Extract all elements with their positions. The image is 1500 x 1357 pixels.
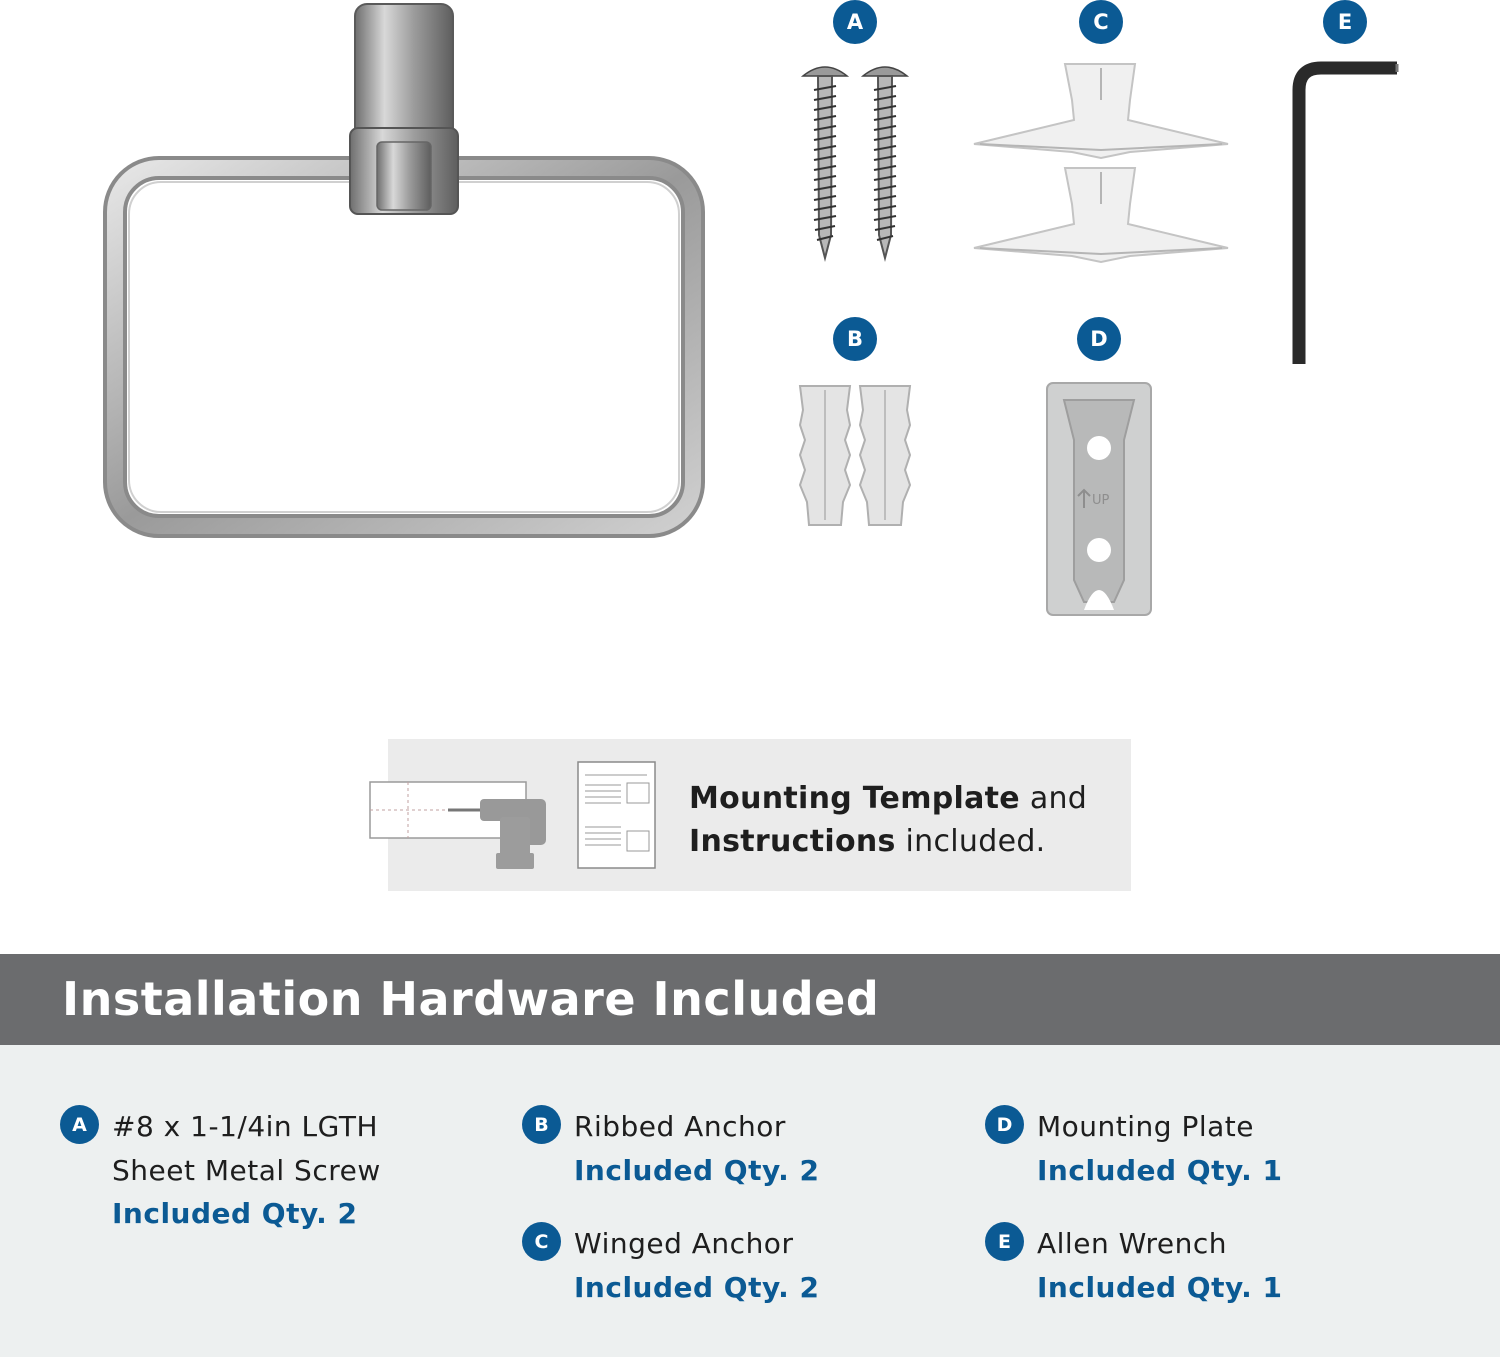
and-text: and bbox=[1029, 781, 1088, 816]
part-b-badge: B bbox=[833, 317, 877, 361]
item-a-qty: Included Qty. 2 bbox=[112, 1197, 358, 1230]
included-text: included. bbox=[905, 824, 1046, 859]
ribbed-anchor-icon bbox=[795, 380, 915, 530]
mounting-plate-icon bbox=[1044, 380, 1154, 620]
item-b-name: Ribbed Anchor bbox=[574, 1110, 786, 1143]
item-a-badge: A bbox=[60, 1105, 99, 1144]
item-c-badge: C bbox=[522, 1222, 561, 1261]
towel-ring-image bbox=[95, 0, 720, 550]
winged-anchor-icon bbox=[970, 60, 1232, 266]
item-e-name: Allen Wrench bbox=[1037, 1227, 1228, 1260]
item-d-badge: D bbox=[985, 1105, 1024, 1144]
part-d-badge: D bbox=[1077, 317, 1121, 361]
part-a-badge: A bbox=[833, 0, 877, 44]
item-d-qty: Included Qty. 1 bbox=[1037, 1153, 1283, 1187]
instructions-label: Instructions bbox=[689, 824, 896, 859]
item-a-name-line1: #8 x 1-1/4in LGTH bbox=[112, 1110, 379, 1143]
hardware-list bbox=[0, 1045, 1500, 1357]
part-e-badge: E bbox=[1323, 0, 1367, 44]
item-c-name: Winged Anchor bbox=[574, 1227, 794, 1260]
allen-wrench-icon bbox=[1285, 58, 1403, 370]
item-d-name: Mounting Plate bbox=[1037, 1110, 1254, 1143]
drill-template-icon bbox=[368, 777, 553, 877]
template-label: Mounting Template bbox=[689, 781, 1020, 816]
instructions-sheet-icon bbox=[577, 761, 657, 871]
mounting-info-panel bbox=[388, 739, 1131, 891]
part-c-badge: C bbox=[1079, 0, 1123, 44]
item-e-badge: E bbox=[985, 1222, 1024, 1261]
mounting-info-text bbox=[689, 777, 1119, 863]
item-c-qty: Included Qty. 2 bbox=[574, 1270, 820, 1304]
item-a-name-line2: Sheet Metal Screw bbox=[112, 1153, 381, 1187]
hardware-title: Installation Hardware Included bbox=[62, 972, 880, 1026]
screw-icon bbox=[800, 60, 910, 265]
plate-up-mark: UP bbox=[1092, 493, 1110, 508]
item-b-qty: Included Qty. 2 bbox=[574, 1153, 820, 1187]
item-b-badge: B bbox=[522, 1105, 561, 1144]
hardware-header bbox=[0, 954, 1500, 1045]
item-e-qty: Included Qty. 1 bbox=[1037, 1270, 1283, 1304]
